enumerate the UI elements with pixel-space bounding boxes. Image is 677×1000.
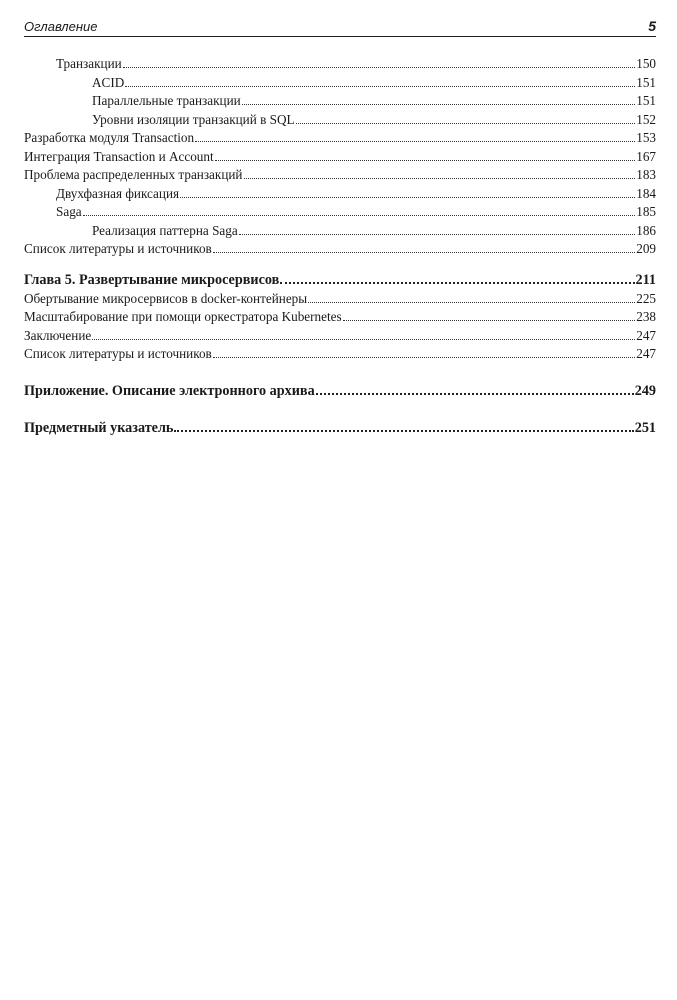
toc-entry-page: 247 bbox=[636, 327, 656, 343]
toc-entry-title: Saga bbox=[56, 204, 82, 219]
toc-dot-leader bbox=[195, 132, 635, 142]
toc-entry-title: Список литературы и источников bbox=[24, 241, 212, 256]
toc-entry-conclusion[interactable] bbox=[24, 327, 656, 346]
toc-entry-docker-containers[interactable] bbox=[24, 290, 656, 309]
toc-entry-page: 153 bbox=[636, 130, 656, 145]
toc-entry-title: Масштабирование при помощи оркестратора Kubernetes bbox=[24, 309, 342, 324]
toc-entry-chapter-5[interactable] bbox=[24, 270, 656, 290]
toc-entry-title: Заключение bbox=[24, 327, 92, 343]
toc-entry-page: 186 bbox=[636, 222, 656, 238]
toc-entry-isolation-levels[interactable] bbox=[24, 111, 656, 130]
toc-dot-leader bbox=[242, 95, 636, 105]
toc-entry-title: Уровни изоляции транзакций в SQL bbox=[92, 111, 295, 127]
toc-dot-leader bbox=[213, 243, 635, 253]
toc-entry-two-phase-commit[interactable] bbox=[24, 185, 656, 204]
toc-entry-page: 151 bbox=[636, 93, 656, 108]
toc-dot-leader bbox=[280, 274, 634, 284]
toc-entry-title: ACID bbox=[92, 74, 125, 90]
toc-dot-leader bbox=[180, 188, 635, 198]
toc-entry-title: Глава 5. Развертывание микросервисов bbox=[24, 271, 280, 288]
toc-entry-title: Двухфазная фиксация bbox=[56, 185, 180, 201]
toc-entry-saga[interactable] bbox=[24, 203, 656, 222]
toc-entry-references-2[interactable] bbox=[24, 345, 656, 364]
toc-entry-transactions[interactable] bbox=[24, 55, 656, 74]
header-page-number: 5 bbox=[648, 18, 656, 34]
toc-entry-title: Предметный указатель bbox=[24, 419, 174, 436]
toc-entry-distributed-transactions[interactable] bbox=[24, 166, 656, 185]
toc-entry-title: Список литературы и источников bbox=[24, 346, 212, 361]
running-header bbox=[24, 12, 656, 37]
toc-dot-leader bbox=[215, 151, 636, 161]
toc-dot-leader bbox=[92, 330, 635, 340]
toc-entry-page: 183 bbox=[636, 167, 656, 182]
toc-entry-page: 150 bbox=[636, 56, 656, 71]
toc-entry-page: 225 bbox=[636, 290, 656, 306]
toc-entry-acid[interactable] bbox=[24, 74, 656, 93]
toc-entry-page: 209 bbox=[636, 241, 656, 256]
toc-dot-leader bbox=[244, 169, 636, 179]
toc-entry-title: Реализация паттерна Saga bbox=[92, 222, 238, 238]
toc-entry-page: 251 bbox=[634, 419, 656, 436]
toc-entry-references[interactable] bbox=[24, 240, 656, 259]
toc-entry-subject-index[interactable] bbox=[24, 418, 656, 438]
toc-entry-transaction-module[interactable] bbox=[24, 129, 656, 148]
toc-entry-title: Обертывание микросервисов в docker-контейнеры bbox=[24, 290, 308, 306]
toc-dot-leader bbox=[343, 311, 636, 321]
toc-entry-title: Приложение. Описание электронного архива bbox=[24, 382, 315, 399]
toc-entry-title: Проблема распределенных транзакций bbox=[24, 167, 243, 182]
toc-entry-title: Интеграция Transaction и Account bbox=[24, 148, 214, 164]
toc-entry-page: 167 bbox=[636, 148, 656, 164]
toc-entry-appendix[interactable] bbox=[24, 381, 656, 401]
toc-entry-page: 211 bbox=[635, 271, 656, 288]
table-of-contents bbox=[24, 55, 656, 438]
toc-entry-page: 185 bbox=[636, 204, 656, 219]
toc-entry-page: 238 bbox=[636, 309, 656, 324]
toc-entry-page: 249 bbox=[634, 382, 656, 399]
toc-dot-leader bbox=[83, 206, 636, 216]
toc-dot-leader bbox=[239, 225, 636, 235]
toc-entry-page: 247 bbox=[636, 346, 656, 361]
toc-entry-title: Разработка модуля Transaction bbox=[24, 130, 195, 145]
toc-entry-saga-pattern[interactable] bbox=[24, 222, 656, 241]
toc-entry-title: Параллельные транзакции bbox=[92, 93, 241, 108]
toc-dot-leader bbox=[174, 422, 633, 432]
toc-entry-kubernetes-scaling[interactable] bbox=[24, 308, 656, 327]
toc-dot-leader bbox=[125, 77, 635, 87]
toc-entry-title: Транзакции bbox=[56, 56, 122, 71]
toc-dot-leader bbox=[123, 58, 636, 68]
toc-dot-leader bbox=[308, 293, 635, 303]
toc-dot-leader bbox=[316, 385, 634, 395]
toc-entry-page: 184 bbox=[636, 185, 656, 201]
toc-dot-leader bbox=[296, 114, 636, 124]
toc-entry-page: 151 bbox=[636, 74, 656, 90]
toc-entry-parallel-transactions[interactable] bbox=[24, 92, 656, 111]
document-page bbox=[24, 12, 656, 438]
toc-dot-leader bbox=[213, 348, 635, 358]
header-title: Оглавление bbox=[24, 19, 98, 34]
toc-entry-transaction-account-integration[interactable] bbox=[24, 148, 656, 167]
toc-entry-page: 152 bbox=[636, 111, 656, 127]
